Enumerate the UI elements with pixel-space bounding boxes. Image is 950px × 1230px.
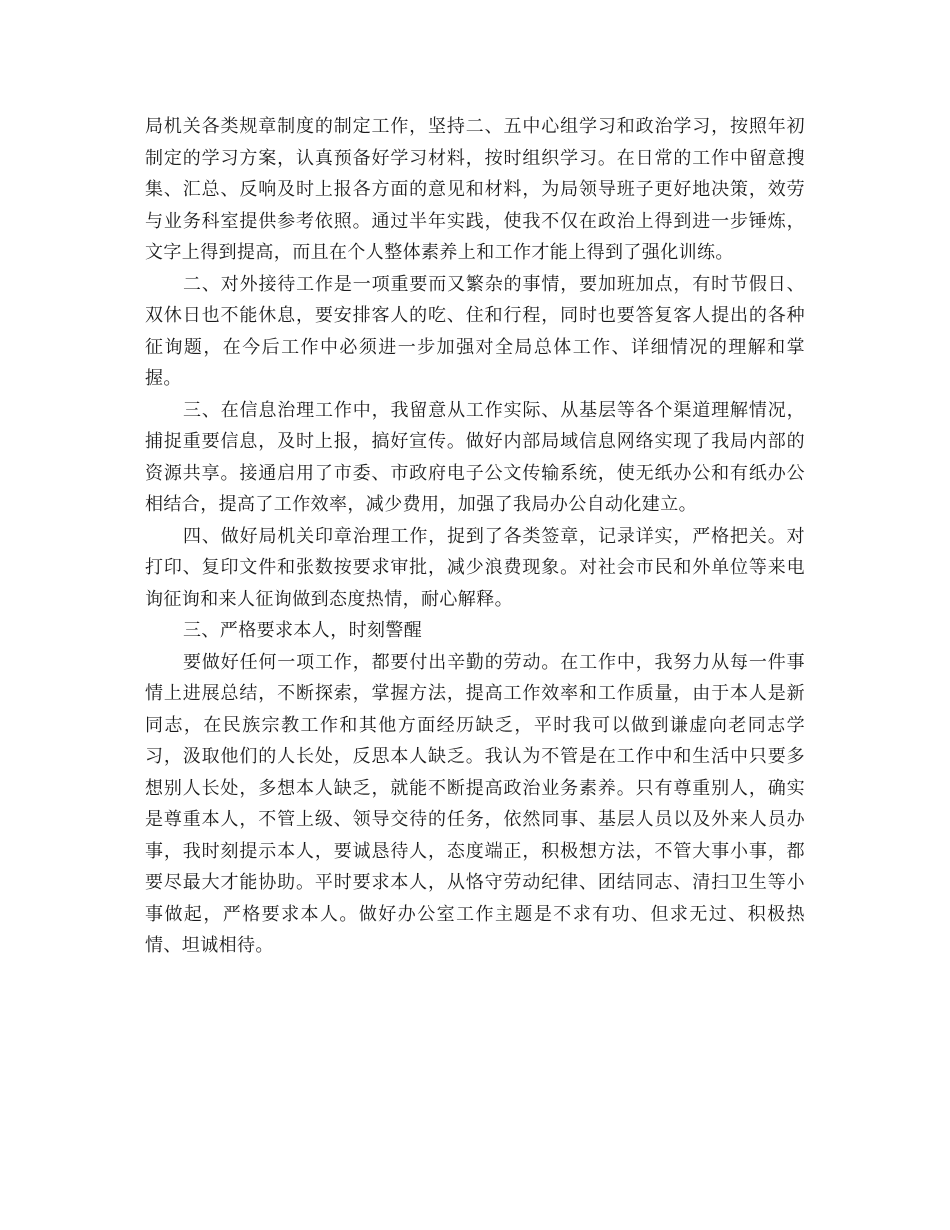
paragraph-continuation: 局机关各类规章制度的制定工作，坚持二、五中心组学习和政治学习，按照年初制定的学习方案，认真预备好学习材料，按时组织学习。在日常的工作中留意搜集、汇总、反响及时上报各方面的意见和材料，为局领导班子更好地决策，效劳与业务科室提供参考依照。通过半年实践，使我不仅在政治上得到进一步锤炼，文字上得到提高，而且在个人整体素养上和工作才能上得到了强化训练。: [145, 116, 805, 263]
paragraph-reception-work: 二、对外接待工作是一项重要而又繁杂的事情，要加班加点，有时节假日、双休日也不能休息，要安排客人的吃、住和行程，同时也要答复客人提出的各种征询题，在今后工作中必须进一步加强对全局总体工作、详细情况的理解和掌握。: [145, 273, 805, 389]
paragraph-information-management: 三、在信息治理工作中，我留意从工作实际、从基层等各个渠道理解情况，捕捉重要信息，及时上报，搞好宣传。做好内部局域信息网络实现了我局内部的资源共享。接通启用了市委、市政府电子公文传输系统，使无纸办公和有纸办公相结合，提高了工作效率，减少费用，加强了我局办公自动化建立。: [145, 399, 805, 515]
section-heading: 三、严格要求本人，时刻警醒: [183, 620, 423, 641]
document-body: [145, 111, 805, 962]
paragraph-self-discipline: 要做好任何一项工作，都要付出辛勤的劳动。在工作中，我努力从每一件事情上进展总结，不断探索，掌握方法，提高工作效率和工作质量，由于本人是新同志，在民族宗教工作和其他方面经历缺乏，平时我可以做到谦虚向老同志学习，汲取他们的人长处，反思本人缺乏。我认为不管是在工作中和生活中只要多想别人长处，多想本人缺乏，就能不断提高政治业务素养。只有尊重别人，确实是尊重本人，不管上级、领导交待的任务，依然同事、基层人员以及外来人员办事，我时刻提示本人，要诚恳待人，态度端正，积极想方法，不管大事小事，都要尽最大才能协助。平时要求本人，从恪守劳动纪律、团结同志、清扫卫生等小事做起，严格要求本人。做好办公室工作主题是不求有功、但求无过、积极热情、坦诚相待。: [145, 651, 805, 956]
paragraph-seal-management: 四、做好局机关印章治理工作，捉到了各类签章，记录详实，严格把关。对打印、复印文件和张数按要求审批，减少浪费现象。对社会市民和外单位等来电询征询和来人征询做到态度热情，耐心解释。: [145, 525, 805, 610]
